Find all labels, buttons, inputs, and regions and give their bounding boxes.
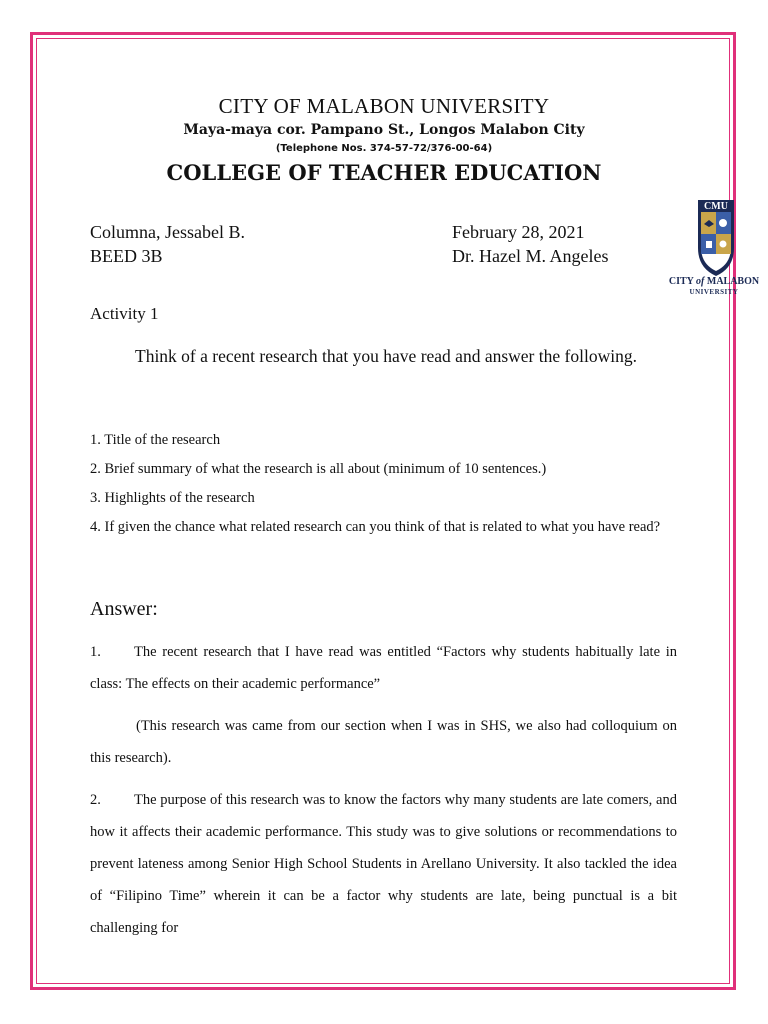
answer-body <box>90 636 677 954</box>
logo-caption-of: of <box>696 276 705 287</box>
instructor-name: Dr. Hazel M. Angeles <box>452 246 609 266</box>
answer-paragraph: (This research was came from our section when I was in SHS, we also had colloquium on this research). <box>90 718 677 766</box>
college-name: COLLEGE OF TEACHER EDUCATION <box>166 160 602 185</box>
logo-caption <box>662 276 766 298</box>
student-section: BEED 3B <box>90 246 163 266</box>
question-item: 4. If given the chance what related research can you think of that is related to what you have read? <box>90 519 661 535</box>
answer-heading: Answer: <box>90 598 158 620</box>
logo-caption-prefix: CITY <box>668 276 694 287</box>
question-item: 1. Title of the research <box>90 432 221 448</box>
university-phone: (Telephone Nos. 374-57-72/376-00-64) <box>275 143 493 154</box>
answer-text: The recent research that I have read was entitled “Factors why students habitually late in class: The effects on their academic performance” <box>90 644 677 692</box>
answer-paragraph <box>90 636 677 700</box>
answer-number: 2. <box>90 792 101 808</box>
submission-date: February 28, 2021 <box>452 222 585 242</box>
question-list <box>90 430 680 537</box>
student-name: Columna, Jessabel B. <box>90 222 245 242</box>
answer-number: 1. <box>90 644 101 660</box>
logo-caption-suffix: MALABON <box>706 276 760 287</box>
answer-text: The purpose of this research was to know the factors why many students are late comers, and how it affects their academic performance. This study was to give solutions or recommendations to prevent lateness among Senior High School Students in Arellano University. It also tackled the idea of “Filipino Time” wherein it can be a factor why students are late, being punctual is a bit challenging for <box>90 792 677 936</box>
activity-prompt: Think of a recent research that you have read and answer the following. <box>135 346 637 366</box>
university-name: CITY OF MALABON UNIVERSITY <box>218 94 550 118</box>
activity-title: Activity 1 <box>90 304 159 323</box>
answer-paragraph <box>90 784 677 944</box>
student-info <box>90 220 245 268</box>
logo-monogram: CMU <box>704 201 728 212</box>
logo-caption-line2: UNIVERSITY <box>689 288 739 296</box>
university-address: Maya-maya cor. Pampano St., Longos Malabon City <box>183 122 585 138</box>
submission-info <box>452 220 608 268</box>
question-item: 2. Brief summary of what the research is all about (minimum of 10 sentences.) <box>90 461 547 477</box>
question-item: 3. Highlights of the research <box>90 490 255 506</box>
